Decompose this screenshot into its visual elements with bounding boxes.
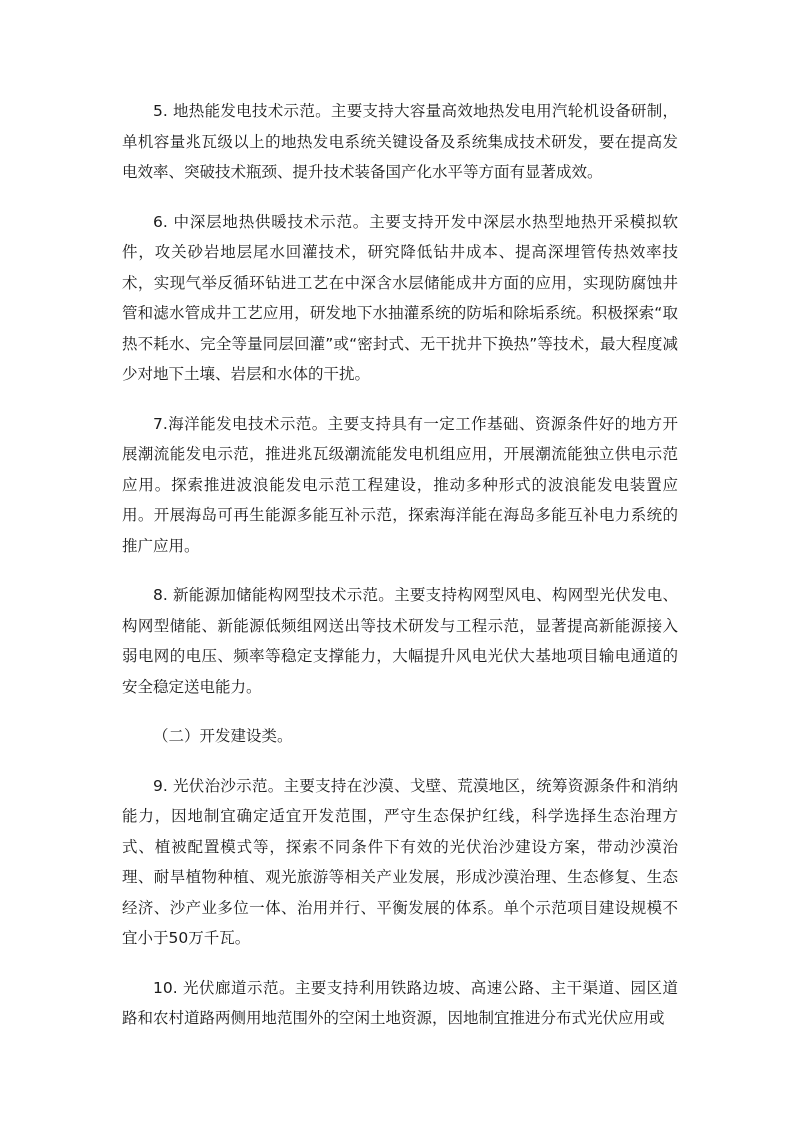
paragraph-geothermal-heating: 6. 中深层地热供暖技术示范。主要支持开发中深层水热型地热开采模拟软件，攻关砂岩地层尾水回灌技术，研究降低钻井成本、提高深埋管传热效率技术，实现气举反循环钻进工艺在中深含水层储能成井方面的应用，实现防腐蚀井管和滤水管成井工艺应用，研发地下水抽灌系统的防垢和除垢系统。积极探索“取热不耗水、完全等量同层回灌”或“密封式、无干扰井下换热”等技术，最大程度减少对地下土壤、岩层和水体的干扰。: [122, 212, 678, 383]
paragraph-pv-desert: 9. 光伏治沙示范。主要支持在沙漠、戈壁、荒漠地区，统筹资源条件和消纳能力，因地制宜确定适宜开发范围，严守生态保护红线，科学选择生态治理方式、植被配置模式等，探索不同条件下有效的光伏治沙建设方案，带动沙漠治理、耐旱植物种植、观光旅游等相关产业发展，形成沙漠治理、生态修复、生态经济、沙产业多位一体、治用并行、平衡发展的体系。单个示范项目建设规模不宜小于50万千瓦。: [122, 776, 678, 947]
paragraph-grid-forming-storage: 8. 新能源加储能构网型技术示范。主要支持构网型风电、构网型光伏发电、构网型储能、新能源低频组网送出等技术研发与工程示范，显著提高新能源接入弱电网的电压、频率等稳定支撑能力，大幅提升风电光伏大基地项目输电通道的安全稳定送电能力。: [122, 586, 678, 696]
paragraph-ocean-energy: 7.海洋能发电技术示范。主要支持具有一定工作基础、资源条件好的地方开展潮流能发电示范，推进兆瓦级潮流能发电机组应用，开展潮流能独立供电示范应用。探索推进波浪能发电示范工程建设，推动多种形式的波浪能发电装置应用。开展海岛可再生能源多能互补示范，探索海洋能在海岛多能互补电力系统的推广应用。: [122, 414, 678, 555]
document-body: [122, 96, 678, 1034]
paragraph-geothermal-power: 5. 地热能发电技术示范。主要支持大容量高效地热发电用汽轮机设备研制，单机容量兆瓦级以上的地热发电系统关键设备及系统集成技术研发，要在提高发电效率、突破技术瓶颈、提升技术装备国产化水平等方面有显著成效。: [122, 102, 678, 181]
section-heading-development: （二）开发建设类。: [153, 727, 293, 745]
paragraph-pv-corridor: 10. 光伏廊道示范。主要支持利用铁路边坡、高速公路、主干渠道、园区道路和农村道路两侧用地范围外的空闲土地资源，因地制宜推进分布式光伏应用或: [122, 978, 678, 1027]
